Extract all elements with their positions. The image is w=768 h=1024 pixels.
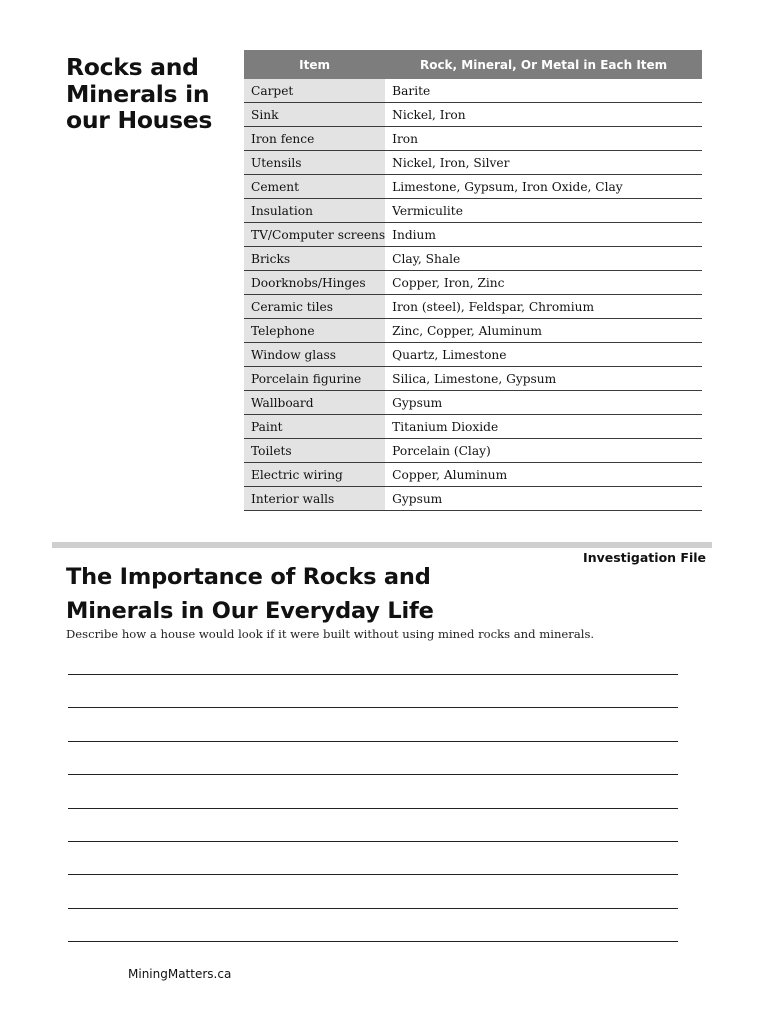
table-body xyxy=(244,79,702,511)
mineral-cell: Silica, Limestone, Gypsum xyxy=(385,367,702,391)
table-row xyxy=(244,343,702,367)
answer-line[interactable] xyxy=(68,674,678,675)
table-row xyxy=(244,151,702,175)
table-row xyxy=(244,415,702,439)
item-cell: Iron fence xyxy=(244,127,385,151)
table-row xyxy=(244,463,702,487)
sidebar-title-line: Rocks and xyxy=(66,53,199,81)
table-row xyxy=(244,319,702,343)
item-cell: TV/Computer screens xyxy=(244,223,385,247)
item-cell: Cement xyxy=(244,175,385,199)
table-row xyxy=(244,223,702,247)
item-cell: Carpet xyxy=(244,79,385,103)
mineral-cell: Zinc, Copper, Aluminum xyxy=(385,319,702,343)
answer-line[interactable] xyxy=(68,808,678,809)
answer-line[interactable] xyxy=(68,908,678,909)
answer-line[interactable] xyxy=(68,774,678,775)
item-cell: Doorknobs/Hinges xyxy=(244,271,385,295)
table-row xyxy=(244,295,702,319)
mineral-cell: Nickel, Iron, Silver xyxy=(385,151,702,175)
answer-line[interactable] xyxy=(68,707,678,708)
mineral-cell: Iron (steel), Feldspar, Chromium xyxy=(385,295,702,319)
main-title-line: Minerals in Our Everyday Life xyxy=(66,597,434,624)
answer-line[interactable] xyxy=(68,874,678,875)
mineral-cell: Clay, Shale xyxy=(385,247,702,271)
table-row xyxy=(244,439,702,463)
mineral-cell: Copper, Iron, Zinc xyxy=(385,271,702,295)
item-cell: Electric wiring xyxy=(244,463,385,487)
investigation-file-label: Investigation File xyxy=(583,550,706,565)
answer-line[interactable] xyxy=(68,841,678,842)
section-divider xyxy=(52,542,712,548)
mineral-cell: Porcelain (Clay) xyxy=(385,439,702,463)
item-cell: Ceramic tiles xyxy=(244,295,385,319)
mineral-cell: Gypsum xyxy=(385,487,702,511)
table-row xyxy=(244,79,702,103)
table-row xyxy=(244,199,702,223)
table-row xyxy=(244,487,702,511)
mineral-cell: Iron xyxy=(385,127,702,151)
mineral-cell: Indium xyxy=(385,223,702,247)
item-cell: Porcelain figurine xyxy=(244,367,385,391)
main-title xyxy=(66,561,506,628)
item-cell: Interior walls xyxy=(244,487,385,511)
mineral-cell: Quartz, Limestone xyxy=(385,343,702,367)
table-row xyxy=(244,247,702,271)
mineral-cell: Copper, Aluminum xyxy=(385,463,702,487)
table-row xyxy=(244,271,702,295)
table-row xyxy=(244,127,702,151)
answer-line[interactable] xyxy=(68,741,678,742)
item-cell: Insulation xyxy=(244,199,385,223)
sidebar-title xyxy=(66,54,236,134)
table-row xyxy=(244,103,702,127)
main-title-line: The Importance of Rocks and xyxy=(66,564,431,590)
table-header-row xyxy=(244,50,702,79)
item-cell: Telephone xyxy=(244,319,385,343)
item-cell: Paint xyxy=(244,415,385,439)
table-row xyxy=(244,367,702,391)
item-cell: Utensils xyxy=(244,151,385,175)
sidebar-title-line: our Houses xyxy=(66,106,213,134)
table-row xyxy=(244,175,702,199)
mineral-cell: Gypsum xyxy=(385,391,702,415)
minerals-table xyxy=(244,50,702,511)
item-cell: Window glass xyxy=(244,343,385,367)
item-cell: Sink xyxy=(244,103,385,127)
item-cell: Bricks xyxy=(244,247,385,271)
mineral-cell: Nickel, Iron xyxy=(385,103,702,127)
item-cell: Toilets xyxy=(244,439,385,463)
column-header-item: Item xyxy=(244,50,385,79)
footer-url: MiningMatters.ca xyxy=(128,967,232,981)
item-cell: Wallboard xyxy=(244,391,385,415)
sidebar-title-line: Minerals in xyxy=(66,79,210,108)
mineral-cell: Limestone, Gypsum, Iron Oxide, Clay xyxy=(385,175,702,199)
mineral-cell: Titanium Dioxide xyxy=(385,415,702,439)
mineral-cell: Vermiculite xyxy=(385,199,702,223)
instructions-text: Describe how a house would look if it were built without using mined rocks and minerals. xyxy=(66,627,595,641)
mineral-cell: Barite xyxy=(385,79,702,103)
answer-line[interactable] xyxy=(68,941,678,942)
table-row xyxy=(244,391,702,415)
column-header-minerals: Rock, Mineral, Or Metal in Each Item xyxy=(385,50,702,79)
